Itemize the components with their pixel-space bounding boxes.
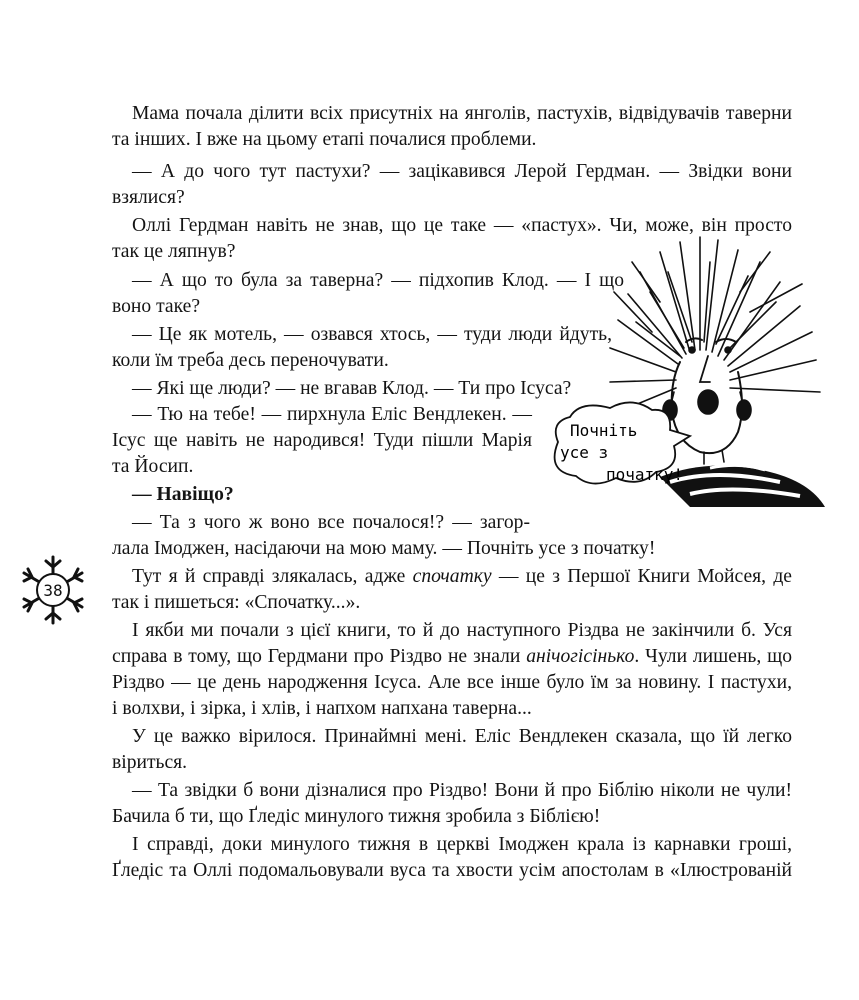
text-run: справа в тому, що Гердмани про Різдво не знали xyxy=(112,646,527,667)
text-line: Бачила б ти, що Ґледіс минулого тижня зробила з Біблією! xyxy=(112,806,601,827)
text-line: Оллі Гердман навіть не знав, що це таке — «пастух». Чи, може, він просто xyxy=(132,215,792,236)
text-run-italic: анічогісінько xyxy=(526,646,635,667)
bubble-line: усе з xyxy=(560,443,609,462)
text-line: — А до чого тут пастухи? — зацікавився Лерой Гердман. — Звідки вони xyxy=(132,161,792,182)
bubble-line: початку! xyxy=(606,465,684,484)
text-line: — Тю на тебе! — пирхнула Еліс Вендлекен. — xyxy=(132,404,532,425)
text-line: Різдво — це день народження Ісуса. Але все інше було їм за новину. І пастухи, xyxy=(112,672,792,693)
text-run: Тут я й справді злякалась, адже xyxy=(132,566,413,587)
text-run: — це з Першої Книги Мойсея, де xyxy=(491,566,793,587)
text-line: коли їм треба десь переночувати. xyxy=(112,350,389,371)
text-line: лала Імоджен, насідаючи на мою маму. — Почніть усе з початку! xyxy=(112,538,656,559)
text-line: так і пишеться: «Спочатку...». xyxy=(112,592,361,613)
page-number: 38 xyxy=(43,581,63,600)
text-line: Ісус ще навіть не народився! Туди пішли Марія xyxy=(112,430,532,451)
text-line: — А що то була за таверна? — підхопив Клод. — І що xyxy=(132,270,624,291)
text-line: У це важко вірилося. Принаймні мені. Еліс Вендлекен сказала, що їй легко xyxy=(132,726,792,747)
page-number-badge xyxy=(18,555,88,625)
text-line: І справді, доки минулого тижня в церкві Імоджен крала із карнавки гроші, xyxy=(132,834,792,855)
text-line: — Та звідки б вони дізналися про Різдво! Вони й про Біблію ніколи не чули! xyxy=(132,780,792,801)
text-line: — Це як мотель, — озвався хтось, — туди люди йдуть, xyxy=(132,324,612,345)
text-run-italic: спочатку xyxy=(412,566,492,587)
text-line: Мама почала ділити всіх присутніх на янголів, пастухів, відвідувачів таверни xyxy=(132,103,792,124)
text-line: взялися? xyxy=(112,187,185,208)
text-line xyxy=(112,644,792,670)
text-line: — Та з чого ж воно все почалося!? — загор- xyxy=(132,512,530,533)
text-line: та інших. І вже на цьому етапі почалися проблеми. xyxy=(112,129,537,150)
text-line: воно таке? xyxy=(112,296,201,317)
bubble-line: Почніть xyxy=(570,421,638,440)
text-line: і волхви, і зірка, і хлів, і напхом напхана таверна... xyxy=(112,698,532,719)
text-line: так це ляпнув? xyxy=(112,241,236,262)
text-line: та Йосип. xyxy=(112,456,194,477)
text-run: . Чули лишень, що xyxy=(634,646,792,667)
text-line: Ґледіс та Оллі подомальовували вуса та хвости усім апостолам в «Ілюстрованій xyxy=(112,860,792,881)
text-line-bold: — Навіщо? xyxy=(132,484,234,505)
girl-illustration xyxy=(540,232,840,532)
text-line: — Які ще люди? — не вгавав Клод. — Ти про Ісуса? xyxy=(132,378,572,399)
text-line: віриться. xyxy=(112,752,188,773)
text-line: І якби ми почали з цієї книги, то й до наступного Різдва не закінчили б. Уся xyxy=(132,620,792,641)
text-line xyxy=(132,564,792,590)
